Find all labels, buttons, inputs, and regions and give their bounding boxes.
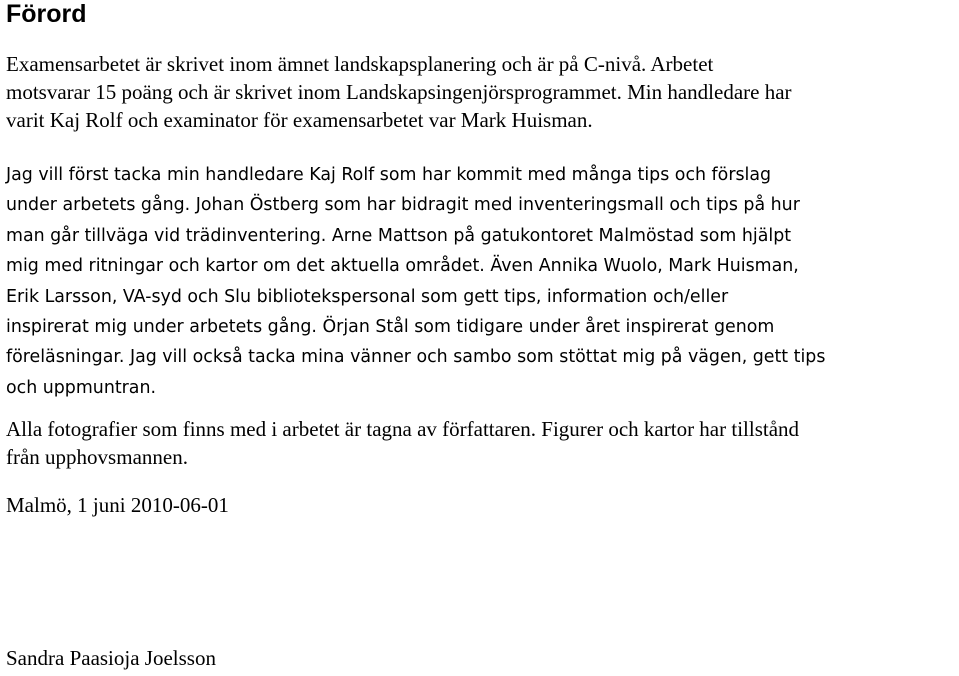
author-name: Sandra Paasioja Joelsson: [6, 646, 216, 670]
place-date: Malmö, 1 juni 2010-06-01: [6, 493, 229, 517]
photo-credits-paragraph: Alla fotografier som finns med i arbetet är tagna av författaren. Figurer och kartor har tillstånd från upphovsmannen.: [6, 417, 800, 469]
intro-paragraph: Examensarbetet är skrivet inom ämnet landskapsplanering och är på C-nivå. Arbetet motsvarar 15 poäng och är skrivet inom Landskapsingenjörsprogrammet. Min handledare har varit Kaj Rolf och examinator för examensarbetet var Mark Huisman.: [6, 52, 792, 132]
page-title: Förord: [6, 0, 87, 28]
acknowledgements-paragraph: Jag vill först tacka min handledare Kaj Rolf som har kommit med många tips och förslag under arbetets gång. Johan Östberg som har bidragit med inventeringsmall och tips på hur man går tillväga vid trädinventering. Arne Mattson på gatukontoret Malmöstad som hjälpt mig med ritningar och kartor om det aktuella området. Även Annika Wuolo, Mark Huisman, Erik Larsson, VA-syd och Slu bibliotekspersonal som gett tips, information och/eller inspirerat mig under arbetets gång. Örjan Stål som tidigare under året inspirerat genom föreläsningar. Jag vill också tacka mina vänner och sambo som stöttat mig på vägen, gett tips och uppmuntran.: [6, 165, 826, 398]
